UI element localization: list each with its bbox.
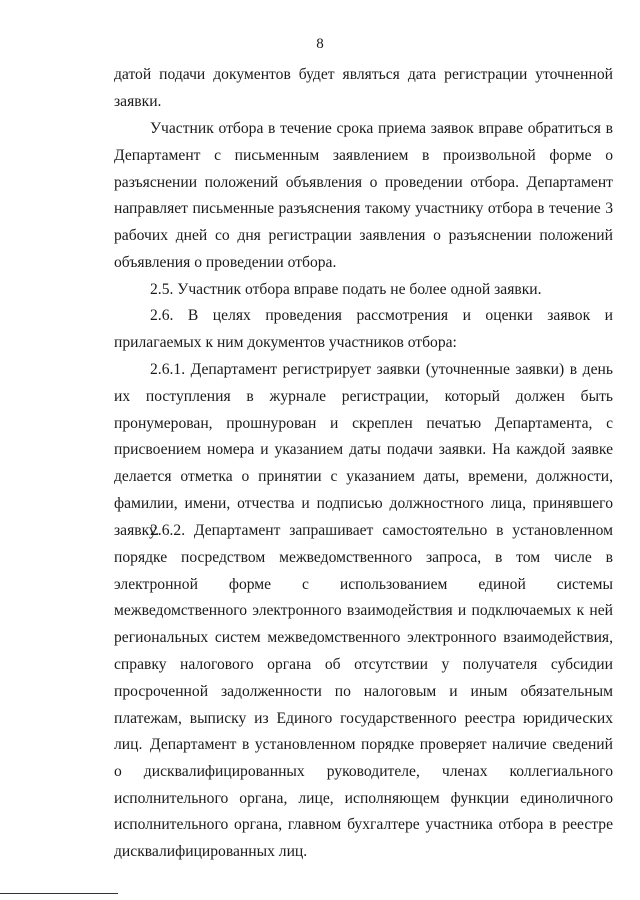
paragraph-2-5: 2.5. Участник отбора вправе подать не более одной заявки. — [150, 281, 542, 298]
page-number: 8 — [316, 36, 324, 52]
footer-rule — [0, 893, 118, 894]
paragraph-2-6: 2.6. В целях проведения рассмотрения и оценки заявок и прилагаемых к ним документов участников отбора: — [114, 307, 613, 351]
paragraph-disqualified-check: Департамент в установленном порядке проверяет наличие сведений о дисквалифицированных руководителе, членах коллегиального исполнительного органа, лице, исполняющем функции единоличного исполнительного органа, главном бухгалтере участника отбора в реестре дисквалифицированных лиц. — [114, 736, 613, 861]
paragraph-2-6-1: 2.6.1. Департамент регистрирует заявки (уточненные заявки) в день их поступления в журнале регистрации, который должен быть пронумерован, прошнурован и скреплен печатью Департамента, с присвоением номера и указанием даты подачи заявки. На каждой заявке делается отметка о принятии с указанием даты, времени, должности, фамилии, имени, отчества и подписью должностного лица, принявшего заявку. — [114, 361, 613, 539]
paragraph-continuation: датой подачи документов будет являться дата регистрации уточненной заявки. — [114, 66, 613, 110]
paragraph-2-6-2: 2.6.2. Департамент запрашивает самостоятельно в установленном порядке посредством межведомственного запроса, в том числе в электронной форме с использованием единой системы межведомственного электронного взаимодействия и подключаемых к ней региональных систем межведомственного электронного взаимодействия, справку налогового органа об отсутствии у получателя субсидии просроченной задолженности по налоговым и иным обязательным платежам, выписку из Единого государственного реестра юридических лиц. — [114, 522, 613, 754]
paragraph-clarification-request: Участник отбора в течение срока приема заявок вправе обратиться в Департамент с письменным заявлением в произвольной форме о разъяснении положений объявления о проведении отбора. Департамент направляет письменные разъяснения такому участнику отбора в течение 3 рабочих дней со дня регистрации заявления о разъяснении положений объявления о проведении отбора. — [114, 120, 613, 271]
